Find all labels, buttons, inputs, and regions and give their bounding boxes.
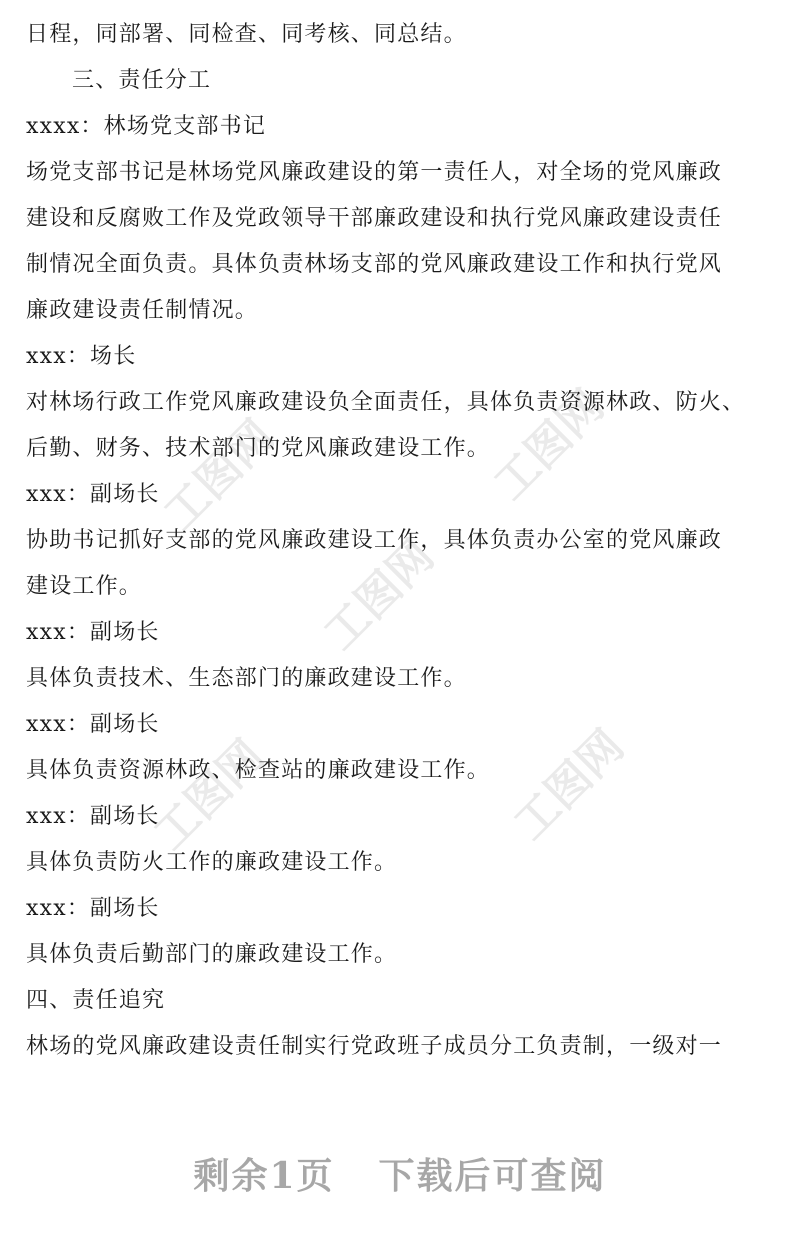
text-line: 廉政建设责任制情况。	[26, 298, 259, 323]
role-heading: xxx：副场长	[26, 896, 160, 921]
text-line: 建设工作。	[26, 574, 143, 599]
text-line: 日程，同部署、同检查、同考核、同总结。	[26, 22, 467, 47]
text-line: 具体负责资源林政、检查站的廉政建设工作。	[26, 758, 491, 783]
role-heading: xxx：副场长	[26, 620, 160, 645]
download-hint-label: 下载后可查阅	[378, 1155, 607, 1197]
text-line: 林场的党风廉政建设责任制实行党政班子成员分工负责制，一级对一	[26, 1034, 723, 1059]
watermark: 工图网	[484, 380, 614, 510]
download-prompt[interactable]	[0, 1148, 800, 1199]
section-heading: 四、责任追究	[26, 988, 166, 1013]
section-heading: 三、责任分工	[72, 68, 212, 93]
text-line: 具体负责技术、生态部门的廉政建设工作。	[26, 666, 467, 691]
text-line: 协助书记抓好支部的党风廉政建设工作，具体负责办公室的党风廉政	[26, 528, 723, 553]
watermark: 工图网	[144, 730, 274, 860]
watermark: 工图网	[154, 410, 284, 540]
remaining-pages-label: 剩余1页	[193, 1155, 335, 1197]
text-line: 场党支部书记是林场党风廉政建设的第一责任人，对全场的党风廉政	[26, 160, 723, 185]
text-line: 制情况全面负责。具体负责林场支部的党风廉政建设工作和执行党风	[26, 252, 723, 277]
role-heading: xxx：副场长	[26, 482, 160, 507]
text-line: 具体负责防火工作的廉政建设工作。	[26, 850, 398, 875]
watermark: 工图网	[314, 530, 444, 660]
text-line: 建设和反腐败工作及党政领导干部廉政建设和执行党风廉政建设责任	[26, 206, 723, 231]
role-heading: xxx：副场长	[26, 712, 160, 737]
role-heading: xxx：副场长	[26, 804, 160, 829]
role-heading: xxxx：林场党支部书记	[26, 114, 267, 139]
text-line: 后勤、财务、技术部门的党风廉政建设工作。	[26, 436, 491, 461]
text-line: 具体负责后勤部门的廉政建设工作。	[26, 942, 398, 967]
text-line: 对林场行政工作党风廉政建设负全面责任，具体负责资源林政、防火、	[26, 390, 746, 415]
watermark: 工图网	[504, 720, 634, 850]
role-heading: xxx：场长	[26, 344, 137, 369]
